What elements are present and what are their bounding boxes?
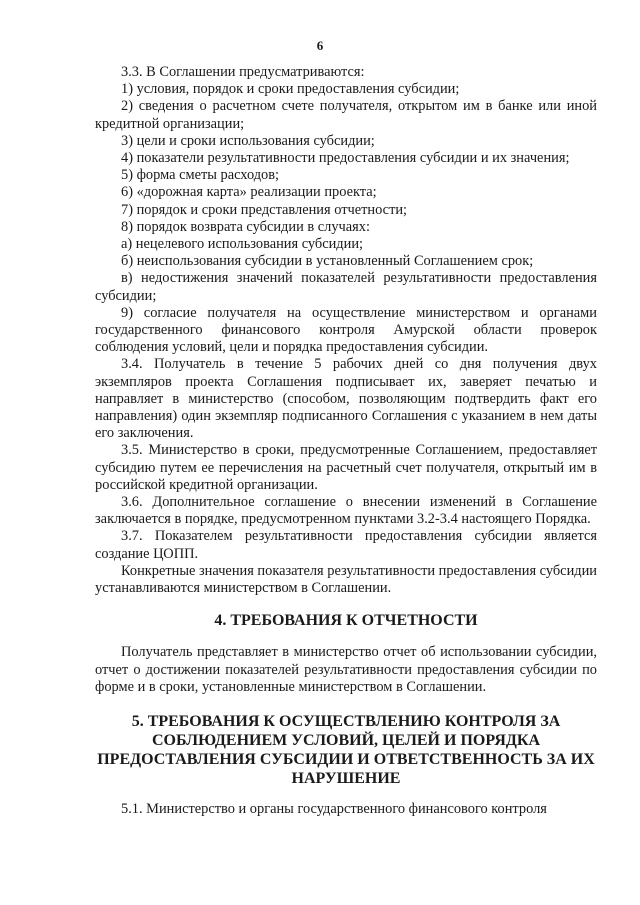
list-item: 3) цели и сроки использования субсидии;	[121, 132, 375, 149]
paragraph: Получатель представляет в министерство отчет об использовании субсидии, отчет о достижении показателей результативности предоставления субсидии по форме и в сроки, установленные министерством в Соглашении.	[95, 644, 597, 695]
paragraph: 3.3. В Соглашении предусматриваются:	[121, 64, 365, 80]
paragraph: Конкретные значения показателя результативности предоставления субсидии устанавливаются министерством в Соглашении.	[95, 562, 597, 597]
list-item: 1) условия, порядок и сроки предоставления субсидии;	[121, 81, 460, 98]
list-item: 9) согласие получателя на осуществление министерством и органами государственного финансового контроля Амурской области проверок соблюдения условий, цели и порядка предоставления субсидии.	[95, 304, 597, 356]
paragraph: 3.4. Получатель в течение 5 рабочих дней со дня получения двух экземпляров проекта Соглашения подписывает их, заверяет печатью и направляет в министерство (способом, позволяющим подтвердить факт его направления) один экземпляр подписанного Соглашения с указанием в нем даты его заключения.	[95, 356, 597, 442]
paragraph: 3.6. Дополнительное соглашение о внесении изменений в Соглашение заключается в порядке, предусмотренном пунктами 3.2-3.4 настоящего Порядка.	[95, 494, 597, 528]
page-number: 6	[316, 38, 324, 53]
list-item: в) недостижения значений показателей результативности предоставления субсидии;	[95, 270, 597, 304]
list-item: 8) порядок возврата субсидии в случаях:	[121, 218, 370, 235]
list-item: 2) сведения о расчетном счете получателя, открытом им в банке или иной кредитной организации;	[95, 98, 597, 132]
paragraph: 3.5. Министерство в сроки, предусмотренные Соглашением, предоставляет субсидию путем ее перечисления на расчетный счет получателя, открытый им в российской кредитной организации.	[95, 442, 597, 493]
list-item: 4) показатели результативности предоставления субсидии и их значения;	[121, 150, 570, 167]
document-body	[95, 64, 597, 818]
section-heading: 4. ТРЕБОВАНИЯ К ОТЧЕТНОСТИ	[214, 612, 478, 630]
section-heading: 5. ТРЕБОВАНИЯ К ОСУЩЕСТВЛЕНИЮ КОНТРОЛЯ ЗА СОБЛЮДЕНИЕМ УСЛОВИЙ, ЦЕЛЕЙ И ПОРЯДКА ПРЕДОСТАВЛЕНИЯ СУБСИДИИ И ОТВЕТСТВЕННОСТЬ ЗА ИХ НАРУШЕНИЕ	[97, 712, 595, 787]
list-item: 5) форма сметы расходов;	[121, 167, 280, 184]
paragraph: 3.7. Показателем результативности предоставления субсидии является создание ЦОПП.	[95, 528, 597, 562]
list-item: 7) порядок и сроки представления отчетности;	[121, 201, 408, 218]
paragraph: 5.1. Министерство и органы государственного финансового контроля	[121, 800, 547, 817]
list-item: б) неиспользования субсидии в установленный Соглашением срок;	[121, 253, 534, 270]
list-item: 6) «дорожная карта» реализации проекта;	[121, 184, 377, 201]
list-item: а) нецелевого использования субсидии;	[121, 236, 364, 253]
